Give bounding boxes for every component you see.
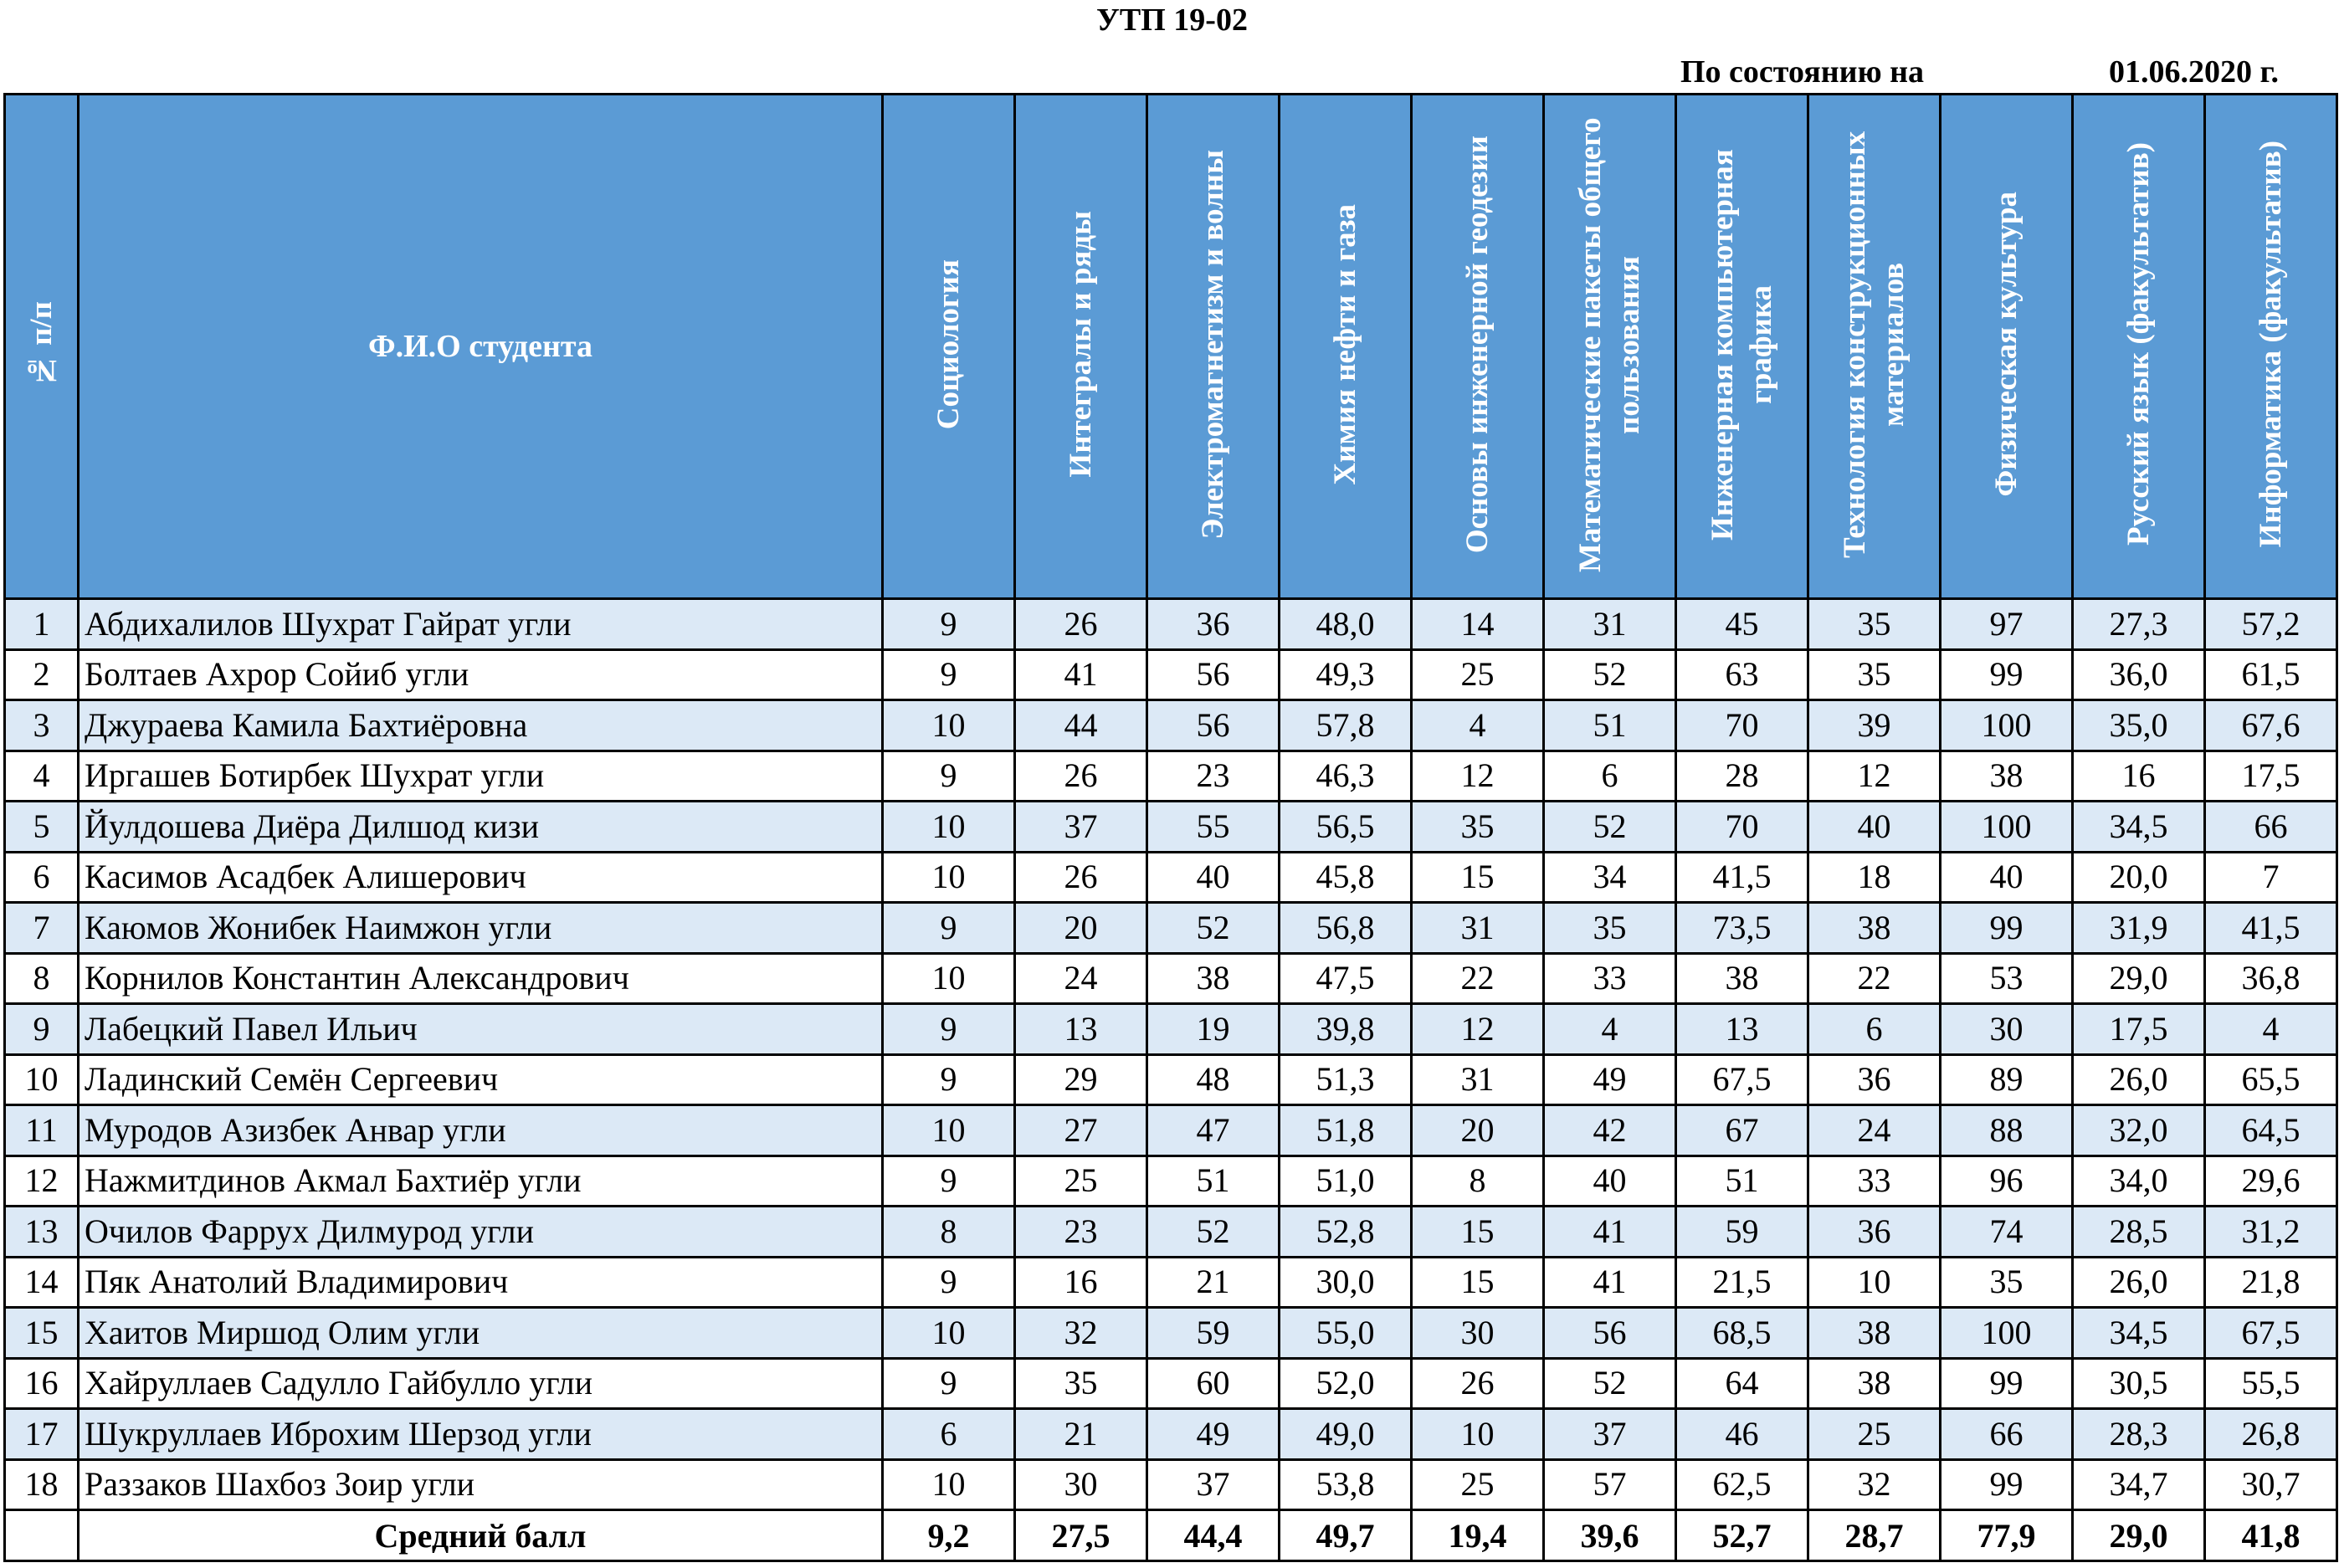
table-row: [5, 751, 2337, 802]
score-cell: 33: [1544, 953, 1676, 1004]
score-cell: 17,5: [2205, 751, 2337, 802]
score-cell: 64: [1676, 1358, 1808, 1409]
score-cell: 34,7: [2073, 1459, 2205, 1510]
as-of-date: 01.06.2020 г.: [2109, 54, 2279, 90]
score-cell: 33: [1808, 1156, 1941, 1207]
score-cell: 53: [1941, 953, 2073, 1004]
score-cell: 52: [1544, 802, 1676, 853]
sheet-title-text: УТП 19-02: [1096, 3, 1248, 38]
score-cell: 100: [1941, 700, 2073, 751]
score-cell: 4: [1412, 700, 1544, 751]
score-cell: 53,8: [1280, 1459, 1412, 1510]
score-cell: 10: [1808, 1257, 1941, 1308]
score-cell: 32: [1808, 1459, 1941, 1510]
score-cell: 64,5: [2205, 1105, 2337, 1156]
student-name: Касимов Асадбек Алишерович: [79, 852, 883, 903]
score-cell: 15: [1412, 1257, 1544, 1308]
student-name: Иргашев Ботирбек Шухрат угли: [79, 751, 883, 802]
score-cell: 10: [883, 1459, 1015, 1510]
score-cell: 73,5: [1676, 903, 1808, 954]
score-cell: 31,2: [2205, 1207, 2337, 1258]
table-row: [5, 1409, 2337, 1460]
score-cell: 21: [1147, 1257, 1280, 1308]
score-cell: 38: [1808, 1308, 1941, 1359]
score-cell: 52: [1147, 903, 1280, 954]
score-cell: 30: [1941, 1004, 2073, 1055]
score-cell: 51,0: [1280, 1156, 1412, 1207]
score-cell: 51: [1676, 1156, 1808, 1207]
score-cell: 34,5: [2073, 1308, 2205, 1359]
score-cell: 49: [1544, 1054, 1676, 1105]
score-cell: 8: [1412, 1156, 1544, 1207]
score-cell: 56: [1147, 649, 1280, 700]
score-cell: 74: [1941, 1207, 2073, 1258]
score-cell: 36: [1808, 1207, 1941, 1258]
score-cell: 40: [1544, 1156, 1676, 1207]
row-number: 5: [5, 802, 79, 853]
score-cell: 88: [1941, 1105, 2073, 1156]
average-row: [5, 1510, 2337, 1561]
score-cell: 30,5: [2073, 1358, 2205, 1409]
score-cell: 57,2: [2205, 599, 2337, 650]
score-cell: 35: [1808, 649, 1941, 700]
average-cell: 9,2: [883, 1510, 1015, 1561]
row-number: 6: [5, 852, 79, 903]
score-cell: 6: [883, 1409, 1015, 1460]
as-of-label: По состоянию на: [1680, 54, 1925, 90]
score-cell: 52: [1544, 1358, 1676, 1409]
score-cell: 10: [883, 852, 1015, 903]
score-cell: 49,0: [1280, 1409, 1412, 1460]
score-cell: 59: [1147, 1308, 1280, 1359]
score-cell: 9: [883, 1156, 1015, 1207]
score-cell: 23: [1147, 751, 1280, 802]
score-cell: 28: [1676, 751, 1808, 802]
student-name: Абдихалилов Шухрат Гайрат угли: [79, 599, 883, 650]
score-cell: 10: [883, 1105, 1015, 1156]
score-cell: 16: [1015, 1257, 1147, 1308]
average-cell: 49,7: [1280, 1510, 1412, 1561]
score-cell: 31: [1412, 1054, 1544, 1105]
table-row: [5, 649, 2337, 700]
average-cell: 19,4: [1412, 1510, 1544, 1561]
score-cell: 57: [1544, 1459, 1676, 1510]
score-cell: 9: [883, 599, 1015, 650]
average-cell: 29,0: [2073, 1510, 2205, 1561]
score-cell: 38: [1676, 953, 1808, 1004]
score-cell: 40: [1147, 852, 1280, 903]
score-cell: 6: [1544, 751, 1676, 802]
score-cell: 23: [1015, 1207, 1147, 1258]
table-row: [5, 1054, 2337, 1105]
score-cell: 100: [1941, 1308, 2073, 1359]
header-subject: Социология: [883, 95, 1015, 599]
score-cell: 9: [883, 1004, 1015, 1055]
score-cell: 13: [1015, 1004, 1147, 1055]
score-cell: 8: [883, 1207, 1015, 1258]
score-cell: 99: [1941, 649, 2073, 700]
score-cell: 41,5: [1676, 852, 1808, 903]
score-cell: 27: [1015, 1105, 1147, 1156]
score-cell: 14: [1412, 599, 1544, 650]
score-cell: 31,9: [2073, 903, 2205, 954]
score-cell: 39,8: [1280, 1004, 1412, 1055]
score-cell: 9: [883, 751, 1015, 802]
score-cell: 9: [883, 903, 1015, 954]
score-cell: 31: [1412, 903, 1544, 954]
table-row: [5, 1459, 2337, 1510]
score-cell: 35: [1808, 599, 1941, 650]
score-cell: 35: [1941, 1257, 2073, 1308]
table-row: [5, 599, 2337, 650]
student-name: Лабецкий Павел Ильич: [79, 1004, 883, 1055]
score-cell: 66: [1941, 1409, 2073, 1460]
row-number: 7: [5, 903, 79, 954]
score-cell: 12: [1808, 751, 1941, 802]
table-row: [5, 1156, 2337, 1207]
row-number: 14: [5, 1257, 79, 1308]
score-cell: 21,5: [1676, 1257, 1808, 1308]
row-number: 13: [5, 1207, 79, 1258]
header-subject: Электромагнетизм и волны: [1147, 95, 1280, 599]
score-cell: 25: [1808, 1409, 1941, 1460]
student-name: Болтаев Ахрор Сойиб угли: [79, 649, 883, 700]
score-cell: 55,0: [1280, 1308, 1412, 1359]
score-cell: 4: [2205, 1004, 2337, 1055]
score-cell: 29,6: [2205, 1156, 2337, 1207]
header-subject: Информатика (факультатив): [2205, 95, 2337, 599]
average-label: Средний балл: [79, 1510, 883, 1561]
score-cell: 39: [1808, 700, 1941, 751]
score-cell: 26,0: [2073, 1257, 2205, 1308]
score-cell: 28,3: [2073, 1409, 2205, 1460]
average-cell: 77,9: [1941, 1510, 2073, 1561]
row-number: 17: [5, 1409, 79, 1460]
score-cell: 34: [1544, 852, 1676, 903]
header-subject: Инженерная компьютерная графика: [1676, 95, 1808, 599]
table-row: [5, 1105, 2337, 1156]
score-cell: 60: [1147, 1358, 1280, 1409]
row-number: 11: [5, 1105, 79, 1156]
score-cell: 22: [1412, 953, 1544, 1004]
score-cell: 31: [1544, 599, 1676, 650]
score-cell: 18: [1808, 852, 1941, 903]
score-cell: 38: [1147, 953, 1280, 1004]
score-cell: 10: [883, 953, 1015, 1004]
score-cell: 27,3: [2073, 599, 2205, 650]
score-cell: 51: [1147, 1156, 1280, 1207]
score-cell: 51: [1544, 700, 1676, 751]
score-cell: 32: [1015, 1308, 1147, 1359]
score-cell: 20: [1015, 903, 1147, 954]
score-cell: 47,5: [1280, 953, 1412, 1004]
score-cell: 44: [1015, 700, 1147, 751]
score-cell: 19: [1147, 1004, 1280, 1055]
score-cell: 20,0: [2073, 852, 2205, 903]
score-cell: 22: [1808, 953, 1941, 1004]
score-cell: 36,0: [2073, 649, 2205, 700]
row-number: 12: [5, 1156, 79, 1207]
row-number: 15: [5, 1308, 79, 1359]
score-cell: 89: [1941, 1054, 2073, 1105]
header-subject: Химия нефти и газа: [1280, 95, 1412, 599]
score-cell: 16: [2073, 751, 2205, 802]
student-name: Ладинский Семён Сергеевич: [79, 1054, 883, 1105]
score-cell: 59: [1676, 1207, 1808, 1258]
score-cell: 52: [1544, 649, 1676, 700]
score-cell: 35: [1544, 903, 1676, 954]
score-cell: 65,5: [2205, 1054, 2337, 1105]
score-cell: 20: [1412, 1105, 1544, 1156]
score-cell: 100: [1941, 802, 2073, 853]
score-cell: 61,5: [2205, 649, 2337, 700]
score-cell: 42: [1544, 1105, 1676, 1156]
score-cell: 37: [1015, 802, 1147, 853]
score-cell: 15: [1412, 852, 1544, 903]
student-name: Хайруллаев Садулло Гайбулло угли: [79, 1358, 883, 1409]
row-number: 10: [5, 1054, 79, 1105]
score-cell: 38: [1808, 903, 1941, 954]
row-number: 4: [5, 751, 79, 802]
table-row: [5, 1257, 2337, 1308]
score-cell: 28,5: [2073, 1207, 2205, 1258]
score-cell: 55: [1147, 802, 1280, 853]
score-cell: 21,8: [2205, 1257, 2337, 1308]
table-row: [5, 852, 2337, 903]
score-cell: 30,7: [2205, 1459, 2337, 1510]
header-subject: Математические пакеты общего пользования: [1544, 95, 1676, 599]
score-cell: 15: [1412, 1207, 1544, 1258]
score-cell: 99: [1941, 903, 2073, 954]
score-cell: 12: [1412, 751, 1544, 802]
table-row: [5, 903, 2337, 954]
table-row: [5, 802, 2337, 853]
student-name: Корнилов Константин Александрович: [79, 953, 883, 1004]
score-cell: 30: [1412, 1308, 1544, 1359]
score-cell: 99: [1941, 1358, 2073, 1409]
row-number: 8: [5, 953, 79, 1004]
score-cell: 25: [1412, 649, 1544, 700]
score-cell: 68,5: [1676, 1308, 1808, 1359]
score-cell: 56: [1544, 1308, 1676, 1359]
score-cell: 40: [1941, 852, 2073, 903]
score-cell: 70: [1676, 700, 1808, 751]
score-cell: 35: [1412, 802, 1544, 853]
average-cell: 41,8: [2205, 1510, 2337, 1561]
score-cell: 38: [1808, 1358, 1941, 1409]
score-cell: 55,5: [2205, 1358, 2337, 1409]
score-cell: 70: [1676, 802, 1808, 853]
score-cell: 24: [1015, 953, 1147, 1004]
score-cell: 67: [1676, 1105, 1808, 1156]
score-cell: 52: [1147, 1207, 1280, 1258]
student-name: Пяк Анатолий Владимирович: [79, 1257, 883, 1308]
row-number: 18: [5, 1459, 79, 1510]
table-row: [5, 1004, 2337, 1055]
average-cell: 39,6: [1544, 1510, 1676, 1561]
student-name: Каюмов Жонибек Наимжон угли: [79, 903, 883, 954]
score-cell: 29,0: [2073, 953, 2205, 1004]
grades-table: [3, 93, 2338, 1562]
score-cell: 99: [1941, 1459, 2073, 1510]
score-cell: 17,5: [2073, 1004, 2205, 1055]
score-cell: 32,0: [2073, 1105, 2205, 1156]
score-cell: 4: [1544, 1004, 1676, 1055]
score-cell: 49: [1147, 1409, 1280, 1460]
score-cell: 52,0: [1280, 1358, 1412, 1409]
score-cell: 56: [1147, 700, 1280, 751]
student-name: Джураева Камила Бахтиёровна: [79, 700, 883, 751]
student-name: Раззаков Шахбоз Зоир угли: [79, 1459, 883, 1510]
score-cell: 24: [1808, 1105, 1941, 1156]
header-subject: Русский язык (факультатив): [2073, 95, 2205, 599]
header-subject: Интегралы и ряды: [1015, 95, 1147, 599]
header-fio: Ф.И.О студента: [79, 95, 883, 599]
score-cell: 45: [1676, 599, 1808, 650]
row-number: 9: [5, 1004, 79, 1055]
score-cell: 30: [1015, 1459, 1147, 1510]
table-row: [5, 700, 2337, 751]
score-cell: 36: [1808, 1054, 1941, 1105]
score-cell: 37: [1147, 1459, 1280, 1510]
average-empty-cell: [5, 1510, 79, 1561]
score-cell: 10: [883, 1308, 1015, 1359]
score-cell: 47: [1147, 1105, 1280, 1156]
score-cell: 9: [883, 1054, 1015, 1105]
student-name: Очилов Фаррух Дилмурод угли: [79, 1207, 883, 1258]
score-cell: 21: [1015, 1409, 1147, 1460]
score-cell: 26,0: [2073, 1054, 2205, 1105]
score-cell: 57,8: [1280, 700, 1412, 751]
score-cell: 30,0: [1280, 1257, 1412, 1308]
score-cell: 26,8: [2205, 1409, 2337, 1460]
row-number: 3: [5, 700, 79, 751]
score-cell: 36: [1147, 599, 1280, 650]
score-cell: 26: [1412, 1358, 1544, 1409]
header-subject: Технология конструкционных материалов: [1808, 95, 1941, 599]
header-subject: Основы инженерной геодезии: [1412, 95, 1544, 599]
table-row: [5, 1207, 2337, 1258]
score-cell: 51,8: [1280, 1105, 1412, 1156]
student-name: Муродов Азизбек Анвар угли: [79, 1105, 883, 1156]
score-cell: 6: [1808, 1004, 1941, 1055]
score-cell: 26: [1015, 852, 1147, 903]
score-cell: 10: [1412, 1409, 1544, 1460]
header-subject: Физическая культура: [1941, 95, 2073, 599]
score-cell: 97: [1941, 599, 2073, 650]
score-cell: 67,5: [1676, 1054, 1808, 1105]
score-cell: 10: [883, 700, 1015, 751]
score-cell: 46,3: [1280, 751, 1412, 802]
score-cell: 62,5: [1676, 1459, 1808, 1510]
score-cell: 51,3: [1280, 1054, 1412, 1105]
score-cell: 26: [1015, 599, 1147, 650]
score-cell: 35: [1015, 1358, 1147, 1409]
row-number: 16: [5, 1358, 79, 1409]
score-cell: 46: [1676, 1409, 1808, 1460]
score-cell: 9: [883, 1257, 1015, 1308]
table-row: [5, 1308, 2337, 1359]
score-cell: 7: [2205, 852, 2337, 903]
header-number: № п/п: [5, 95, 79, 599]
score-cell: 67,5: [2205, 1308, 2337, 1359]
score-cell: 41,5: [2205, 903, 2337, 954]
student-name: Нажмитдинов Акмал Бахтиёр угли: [79, 1156, 883, 1207]
score-cell: 56,5: [1280, 802, 1412, 853]
score-cell: 38: [1941, 751, 2073, 802]
score-cell: 41: [1544, 1257, 1676, 1308]
score-cell: 9: [883, 1358, 1015, 1409]
score-cell: 56,8: [1280, 903, 1412, 954]
row-number: 1: [5, 599, 79, 650]
score-cell: 35,0: [2073, 700, 2205, 751]
table-footer: [5, 1510, 2337, 1561]
score-cell: 45,8: [1280, 852, 1412, 903]
score-cell: 13: [1676, 1004, 1808, 1055]
student-name: Йулдошева Диёра Дилшод кизи: [79, 802, 883, 853]
table-row: [5, 1358, 2337, 1409]
score-cell: 9: [883, 649, 1015, 700]
student-name: Хаитов Миршод Олим угли: [79, 1308, 883, 1359]
table-body: [5, 599, 2337, 1510]
score-cell: 67,6: [2205, 700, 2337, 751]
score-cell: 26: [1015, 751, 1147, 802]
score-cell: 10: [883, 802, 1015, 853]
table-header: [5, 95, 2337, 599]
score-cell: 52,8: [1280, 1207, 1412, 1258]
score-cell: 36,8: [2205, 953, 2337, 1004]
average-cell: 44,4: [1147, 1510, 1280, 1561]
score-cell: 41: [1544, 1207, 1676, 1258]
score-cell: 49,3: [1280, 649, 1412, 700]
score-cell: 41: [1015, 649, 1147, 700]
score-cell: 25: [1015, 1156, 1147, 1207]
row-number: 2: [5, 649, 79, 700]
average-cell: 52,7: [1676, 1510, 1808, 1561]
student-name: Шукруллаев Иброхим Шерзод угли: [79, 1409, 883, 1460]
average-cell: 27,5: [1015, 1510, 1147, 1561]
table-row: [5, 953, 2337, 1004]
score-cell: 48,0: [1280, 599, 1412, 650]
score-cell: 25: [1412, 1459, 1544, 1510]
average-cell: 28,7: [1808, 1510, 1941, 1561]
score-cell: 96: [1941, 1156, 2073, 1207]
score-cell: 29: [1015, 1054, 1147, 1105]
score-cell: 37: [1544, 1409, 1676, 1460]
score-cell: 34,5: [2073, 802, 2205, 853]
score-cell: 34,0: [2073, 1156, 2205, 1207]
score-cell: 40: [1808, 802, 1941, 853]
score-cell: 12: [1412, 1004, 1544, 1055]
score-cell: 63: [1676, 649, 1808, 700]
score-cell: 66: [2205, 802, 2337, 853]
score-cell: 48: [1147, 1054, 1280, 1105]
